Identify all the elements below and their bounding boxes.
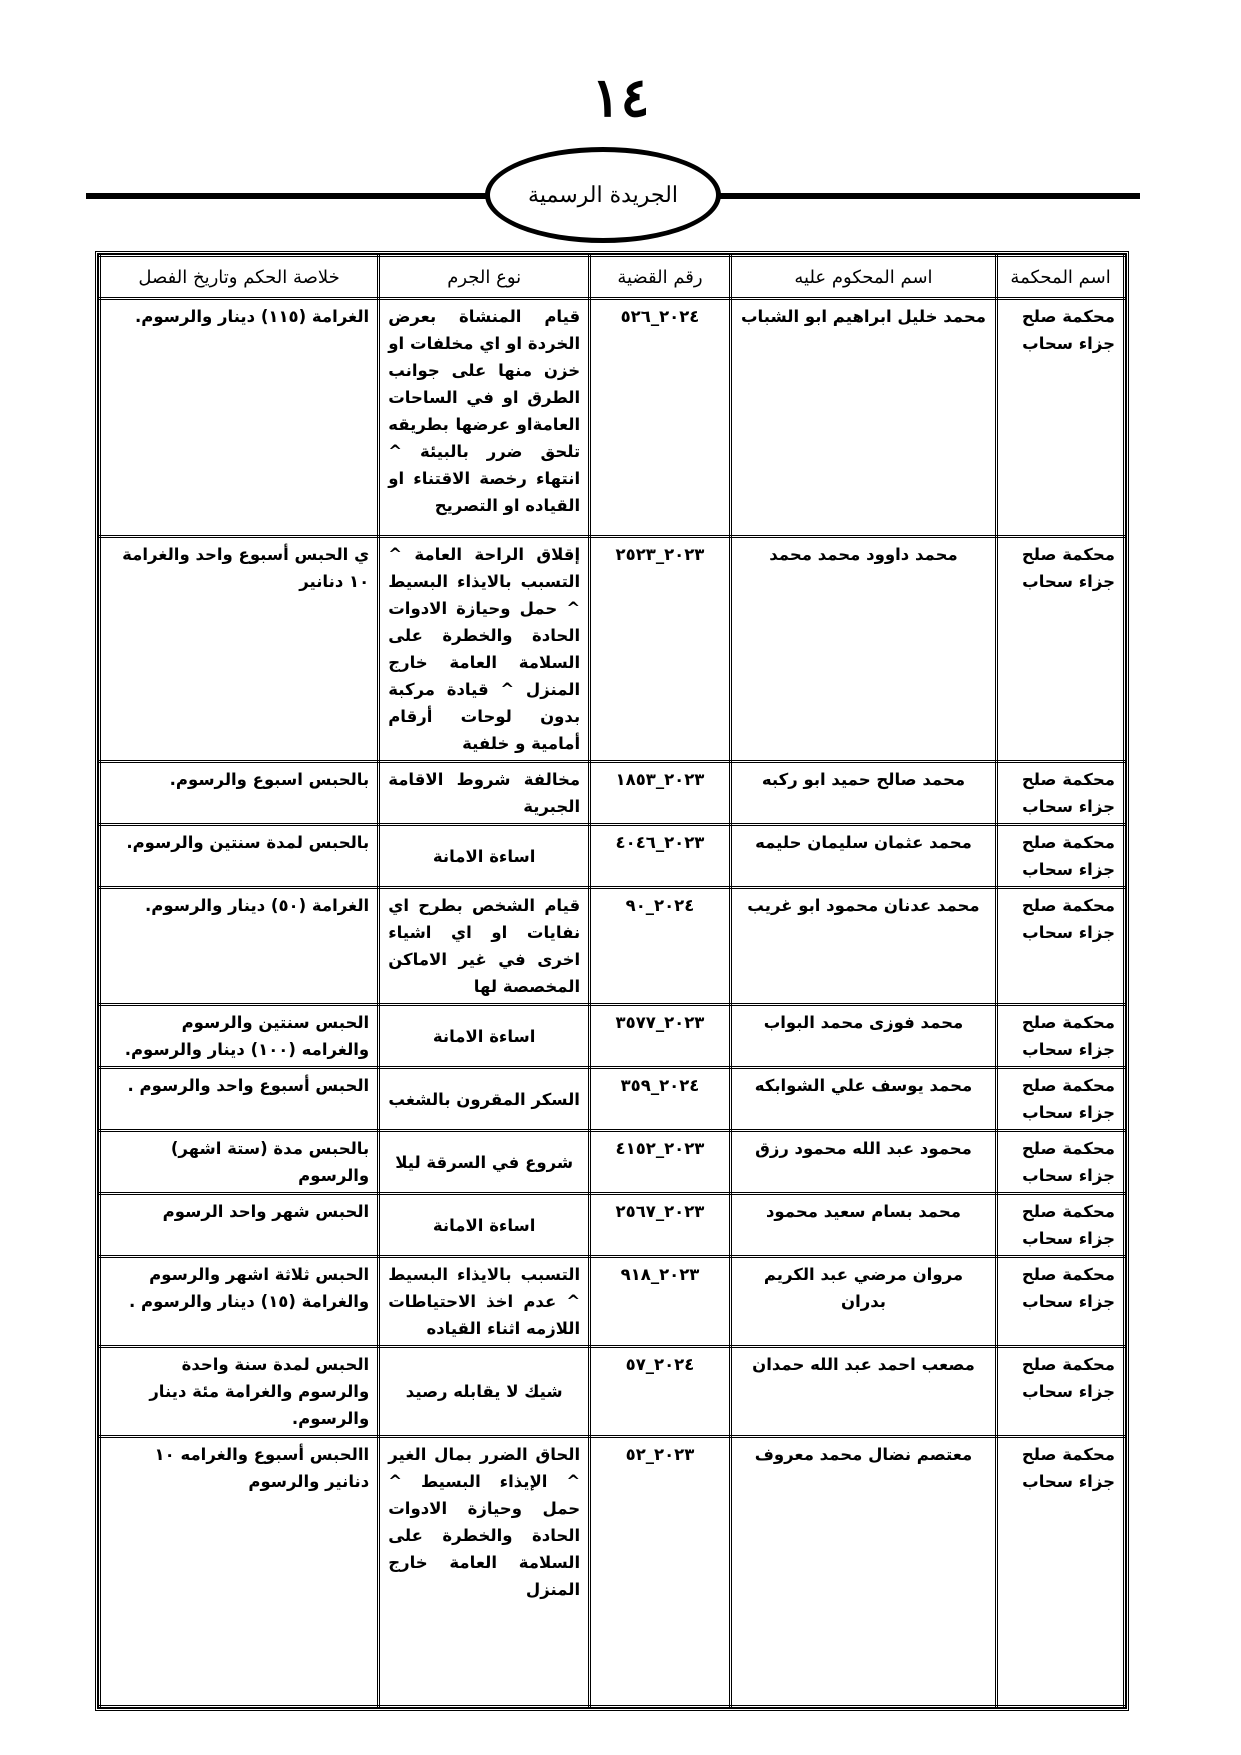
cell-verdict: الحبس شهر واحد الرسوم (100, 1194, 379, 1257)
cell-name: محمد داوود محمد محمد (730, 537, 996, 762)
table-row (100, 1005, 1125, 1068)
cell-crime: اساءة الامانة (379, 1194, 590, 1257)
cell-court: محكمة صلح جزاء سحاب (997, 1131, 1125, 1194)
cell-verdict: االحبس أسبوع والغرامه ١٠ دنانير والرسوم (100, 1437, 379, 1707)
cell-case-no: ٢٠٢٣_٢٥٦٧ (590, 1194, 731, 1257)
cell-crime: شروع في السرقة ليلا (379, 1131, 590, 1194)
table-row (100, 1437, 1125, 1707)
gazette-title: الجريدة الرسمية (528, 182, 678, 208)
cell-case-no: ٢٠٢٤_٩٠ (590, 888, 731, 1005)
cell-case-no: ٢٠٢٤_٣٥٩ (590, 1068, 731, 1131)
table-row (100, 762, 1125, 825)
table-row (100, 888, 1125, 1005)
cell-case-no: ٢٠٢٣_٩١٨ (590, 1257, 731, 1347)
judgments-table-frame (95, 251, 1129, 1711)
cell-verdict: الغرامة (١١٥) دينار والرسوم. (100, 299, 379, 537)
cell-crime: إقلاق الراحة العامة ^ التسبب بالايذاء البسيط ^ حمل وحيازة الادوات الحادة والخطرة على السلامة العامة خارج المنزل ^ قيادة مركبة بدون لوحات أرقام أمامية و خلفية (379, 537, 590, 762)
cell-verdict: الحبس سنتين والرسوم والغرامه (١٠٠) دينار والرسوم. (100, 1005, 379, 1068)
table-row (100, 1257, 1125, 1347)
cell-crime: اساءة الامانة (379, 825, 590, 888)
cell-case-no: ٢٠٢٤_٥٧ (590, 1347, 731, 1437)
cell-name: مروان مرضي عبد الكريم بدران (730, 1257, 996, 1347)
cell-name: محمد عدنان محمود ابو غريب (730, 888, 996, 1005)
cell-name: محمد بسام سعيد محمود (730, 1194, 996, 1257)
table-header-row (100, 256, 1125, 299)
cell-name: محمد يوسف علي الشوابكه (730, 1068, 996, 1131)
cell-court: محكمة صلح جزاء سحاب (997, 825, 1125, 888)
cell-name: محمد صالح حميد ابو ركبه (730, 762, 996, 825)
cell-court: محكمة صلح جزاء سحاب (997, 1068, 1125, 1131)
cell-court: محكمة صلح جزاء سحاب (997, 537, 1125, 762)
cell-court: محكمة صلح جزاء سحاب (997, 1347, 1125, 1437)
cell-court: محكمة صلح جزاء سحاب (997, 1257, 1125, 1347)
cell-verdict: الحبس لمدة سنة واحدة والرسوم والغرامة مئة دينار والرسوم. (100, 1347, 379, 1437)
cell-crime: اساءة الامانة (379, 1005, 590, 1068)
header-name: اسم المحكوم عليه (730, 256, 996, 299)
cell-court: محكمة صلح جزاء سحاب (997, 762, 1125, 825)
cell-crime: شيك لا يقابله رصيد (379, 1347, 590, 1437)
cell-court: محكمة صلح جزاء سحاب (997, 299, 1125, 537)
cell-verdict: الغرامة (٥٠) دينار والرسوم. (100, 888, 379, 1005)
cell-verdict: الحبس أسبوع واحد والرسوم . (100, 1068, 379, 1131)
cell-verdict: بالحبس لمدة سنتين والرسوم. (100, 825, 379, 888)
cell-name: مصعب احمد عبد الله حمدان (730, 1347, 996, 1437)
table-row (100, 537, 1125, 762)
cell-verdict: ي الحبس أسبوع واحد والغرامة ١٠ دنانير (100, 537, 379, 762)
cell-name: محمد عثمان سليمان حليمه (730, 825, 996, 888)
header-case-no: رقم القضية (590, 256, 731, 299)
header-crime: نوع الجرم (379, 256, 590, 299)
cell-name: محمد خليل ابراهيم ابو الشباب (730, 299, 996, 537)
header-court: اسم المحكمة (997, 256, 1125, 299)
cell-crime: التسبب بالايذاء البسيط ^ عدم اخذ الاحتياطات اللازمه اثناء القياده (379, 1257, 590, 1347)
table-row (100, 1068, 1125, 1131)
page-number: ١٤ (591, 65, 650, 129)
cell-case-no: ٢٠٢٣_٤٠٤٦ (590, 825, 731, 888)
table-row (100, 1347, 1125, 1437)
table-row (100, 825, 1125, 888)
cell-court: محكمة صلح جزاء سحاب (997, 1005, 1125, 1068)
cell-crime: السكر المقرون بالشغب (379, 1068, 590, 1131)
table-row (100, 299, 1125, 537)
cell-case-no: ٢٠٢٣_٤١٥٢ (590, 1131, 731, 1194)
cell-court: محكمة صلح جزاء سحاب (997, 888, 1125, 1005)
cell-verdict: الحبس ثلاثة اشهر والرسوم والغرامة (١٥) دينار والرسوم . (100, 1257, 379, 1347)
cell-case-no: ٢٠٢٤_٥٢٦ (590, 299, 731, 537)
table-row (100, 1194, 1125, 1257)
cell-crime: مخالفة شروط الاقامة الجبرية (379, 762, 590, 825)
cell-verdict: بالحبس اسبوع والرسوم. (100, 762, 379, 825)
cell-case-no: ٢٠٢٣_٣٥٧٧ (590, 1005, 731, 1068)
cell-crime: الحاق الضرر بمال الغير ^ الإيذاء البسيط ^ حمل وحيازة الادوات الحادة والخطرة على السلامة العامة خارج المنزل (379, 1437, 590, 1707)
cell-court: محكمة صلح جزاء سحاب (997, 1194, 1125, 1257)
cell-case-no: ٢٠٢٣_٢٥٢٣ (590, 537, 731, 762)
cell-case-no: ٢٠٢٣_١٨٥٣ (590, 762, 731, 825)
header-verdict: خلاصة الحكم وتاريخ الفصل (100, 256, 379, 299)
judgments-table (98, 254, 1126, 1708)
cell-case-no: ٢٠٢٣_٥٢ (590, 1437, 731, 1707)
header-oval (485, 147, 721, 243)
cell-court: محكمة صلح جزاء سحاب (997, 1437, 1125, 1707)
cell-name: محمد فوزى محمد البواب (730, 1005, 996, 1068)
cell-verdict: بالحبس مدة (ستة اشهر) والرسوم (100, 1131, 379, 1194)
table-row (100, 1131, 1125, 1194)
cell-name: محمود عبد الله محمود رزق (730, 1131, 996, 1194)
cell-name: معتصم نضال محمد معروف (730, 1437, 996, 1707)
cell-crime: قيام المنشاة بعرض الخردة او اي مخلفات او خزن منها على جوانب الطرق او في الساحات العامةاو عرضها بطريقه تلحق ضرر بالبيئة ^ انتهاء رخصة الاقتناء او القياده او التصريح (379, 299, 590, 537)
cell-crime: قيام الشخص بطرح اي نفايات او اي اشياء اخرى في غير الاماكن المخصصة لها (379, 888, 590, 1005)
